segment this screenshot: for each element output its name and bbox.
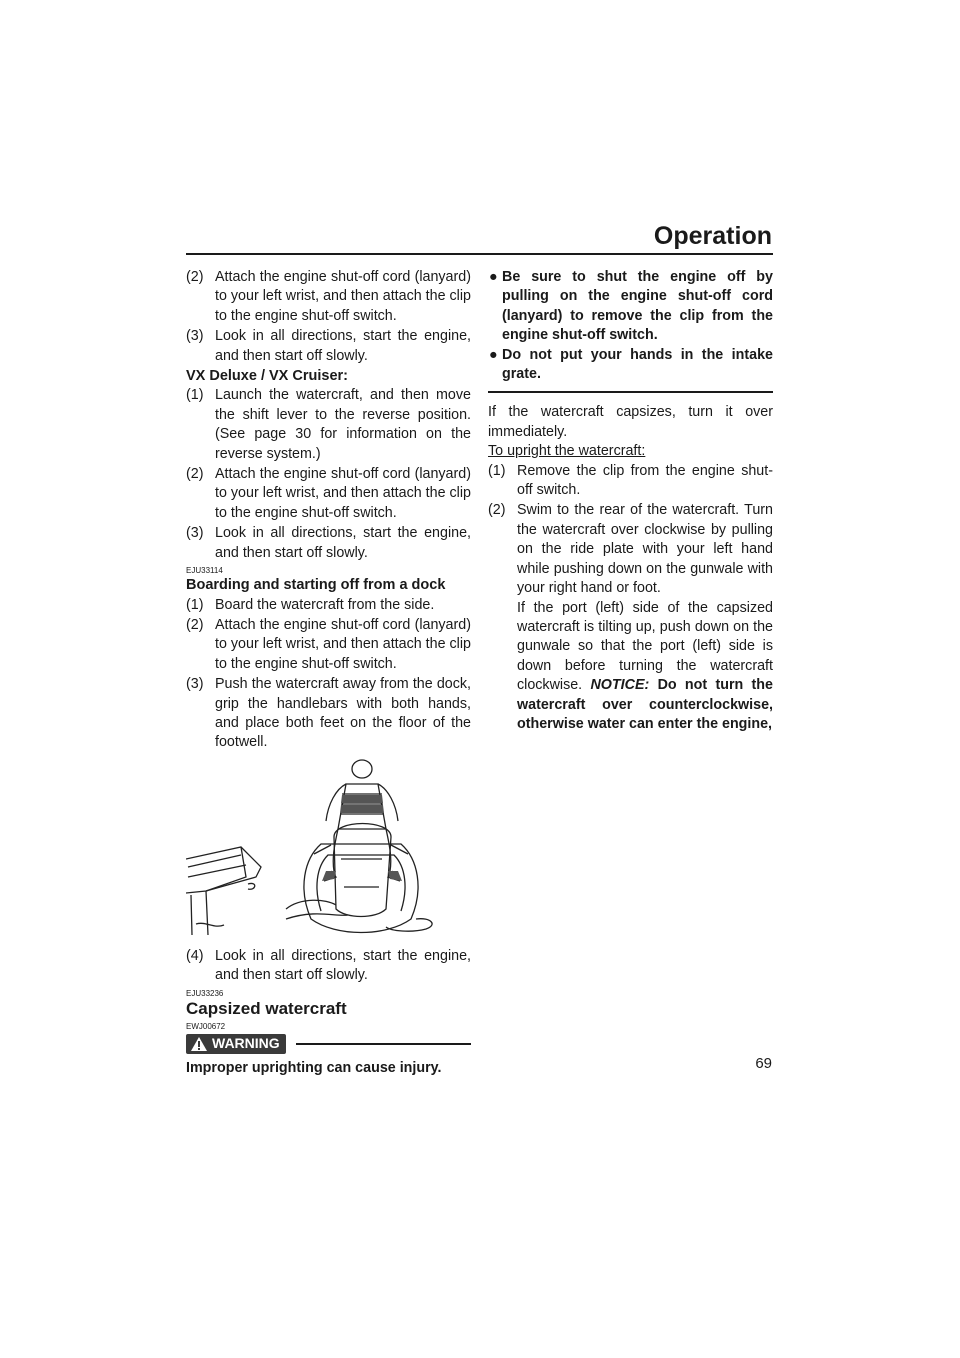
step-item (186, 465, 471, 523)
bullet-text: Do not put your hands in the intake grate. (502, 346, 773, 383)
step-number: (2) (488, 502, 506, 519)
step-number: (3) (186, 676, 204, 693)
notice-label: NOTICE: (590, 677, 650, 694)
warning-badge (186, 1034, 286, 1054)
step-item (488, 462, 773, 501)
step-number: (1) (186, 387, 204, 404)
step-text: Swim to the rear of the watercraft. Turn the watercraft over clockwise by pulling on the ride plate with your left hand while pushing down on the gunwale with your right hand or foot. (517, 502, 773, 597)
step-item (186, 524, 471, 563)
step-item (186, 268, 471, 326)
step-number: (3) (186, 525, 204, 542)
page-header-title: Operation (653, 222, 772, 250)
step-text: Look in all directions, start the engine, and then start off slowly. (215, 947, 471, 984)
warning-bullet (488, 346, 773, 385)
warning-banner (186, 1033, 471, 1055)
step-number: (1) (488, 462, 506, 479)
step-text: Attach the engine shut-off cord (lanyard) to your left wrist, and then attach the clip to the engine shut-off switch. (215, 466, 471, 521)
step-text: Board the watercraft from the side. (215, 596, 435, 613)
warning-end-rule (488, 391, 773, 393)
left-column (186, 268, 471, 1078)
step-text-continued (517, 599, 773, 735)
capsized-heading: Capsized watercraft (186, 998, 347, 1018)
step-item (488, 501, 773, 734)
step-text: Look in all directions, start the engine, and then start off slowly. (215, 328, 471, 364)
step-item (186, 675, 471, 753)
warning-text: Improper uprighting can cause injury. (186, 1059, 442, 1076)
step-number: (2) (186, 466, 204, 483)
step-text-b: If the port (left) side of the capsized watercraft is tilting up, push down on the gunwale so that the port (left) side is down before turning the watercraft clockwise. (517, 599, 773, 694)
warning-triangle-icon (190, 1036, 208, 1052)
step-text: Launch the watercraft, and then move the shift lever to the reverse position. (See page 30 for information on the reverse system.) (215, 387, 471, 462)
step-number: (4) (186, 947, 204, 964)
page-number: 69 (755, 1055, 772, 1072)
vx-heading: VX Deluxe / VX Cruiser: (186, 368, 348, 385)
step-text: Attach the engine shut-off cord (lanyard) to your left wrist, and then attach the clip to the engine shut-off switch. (215, 269, 471, 324)
step-item (186, 327, 471, 366)
step-item (186, 596, 471, 615)
warning-rule (296, 1043, 471, 1045)
notice-text: Do not turn the watercraft over counterclockwise, otherwise water can enter the engine, (517, 677, 773, 732)
step-text: Remove the clip from the engine shut-off switch. (517, 462, 773, 499)
capsize-paragraph: If the watercraft capsizes, turn it over immediately. (488, 404, 773, 440)
step-number: (2) (186, 616, 204, 633)
header-rule (186, 253, 773, 255)
upright-heading: To upright the watercraft: (488, 443, 646, 460)
warning-code: EWJ00672 (186, 1021, 226, 1031)
step-item (186, 386, 471, 464)
step-number: (1) (186, 596, 204, 613)
step-text: Look in all directions, start the engine, and then start off slowly. (215, 525, 471, 561)
step-text: Push the watercraft away from the dock, grip the handlebars with both hands, and place both feet on the floor of the footwell. (215, 676, 471, 751)
step-number: (2) (186, 269, 204, 285)
step-item (186, 616, 471, 674)
section-code: EJU33236 (186, 988, 224, 998)
bullet-text: Be sure to shut the engine off by pulling on the engine shut-off cord (lanyard) to remove the clip from the engine shut-off switch. (502, 269, 773, 344)
bullet-dot-icon: ● (489, 269, 498, 285)
dock-heading: Boarding and starting off from a dock (186, 577, 446, 594)
right-column (488, 268, 773, 735)
step-item (186, 947, 471, 986)
warning-bullet (488, 268, 773, 346)
section-code: EJU33114 (186, 566, 223, 576)
bullet-dot-icon: ● (489, 346, 498, 363)
step-text: Attach the engine shut-off cord (lanyard) to your left wrist, and then attach the clip to the engine shut-off switch. (215, 616, 471, 672)
warning-label: WARNING (212, 1034, 280, 1051)
step-number: (3) (186, 328, 204, 345)
dock-boarding-illustration (186, 759, 471, 939)
